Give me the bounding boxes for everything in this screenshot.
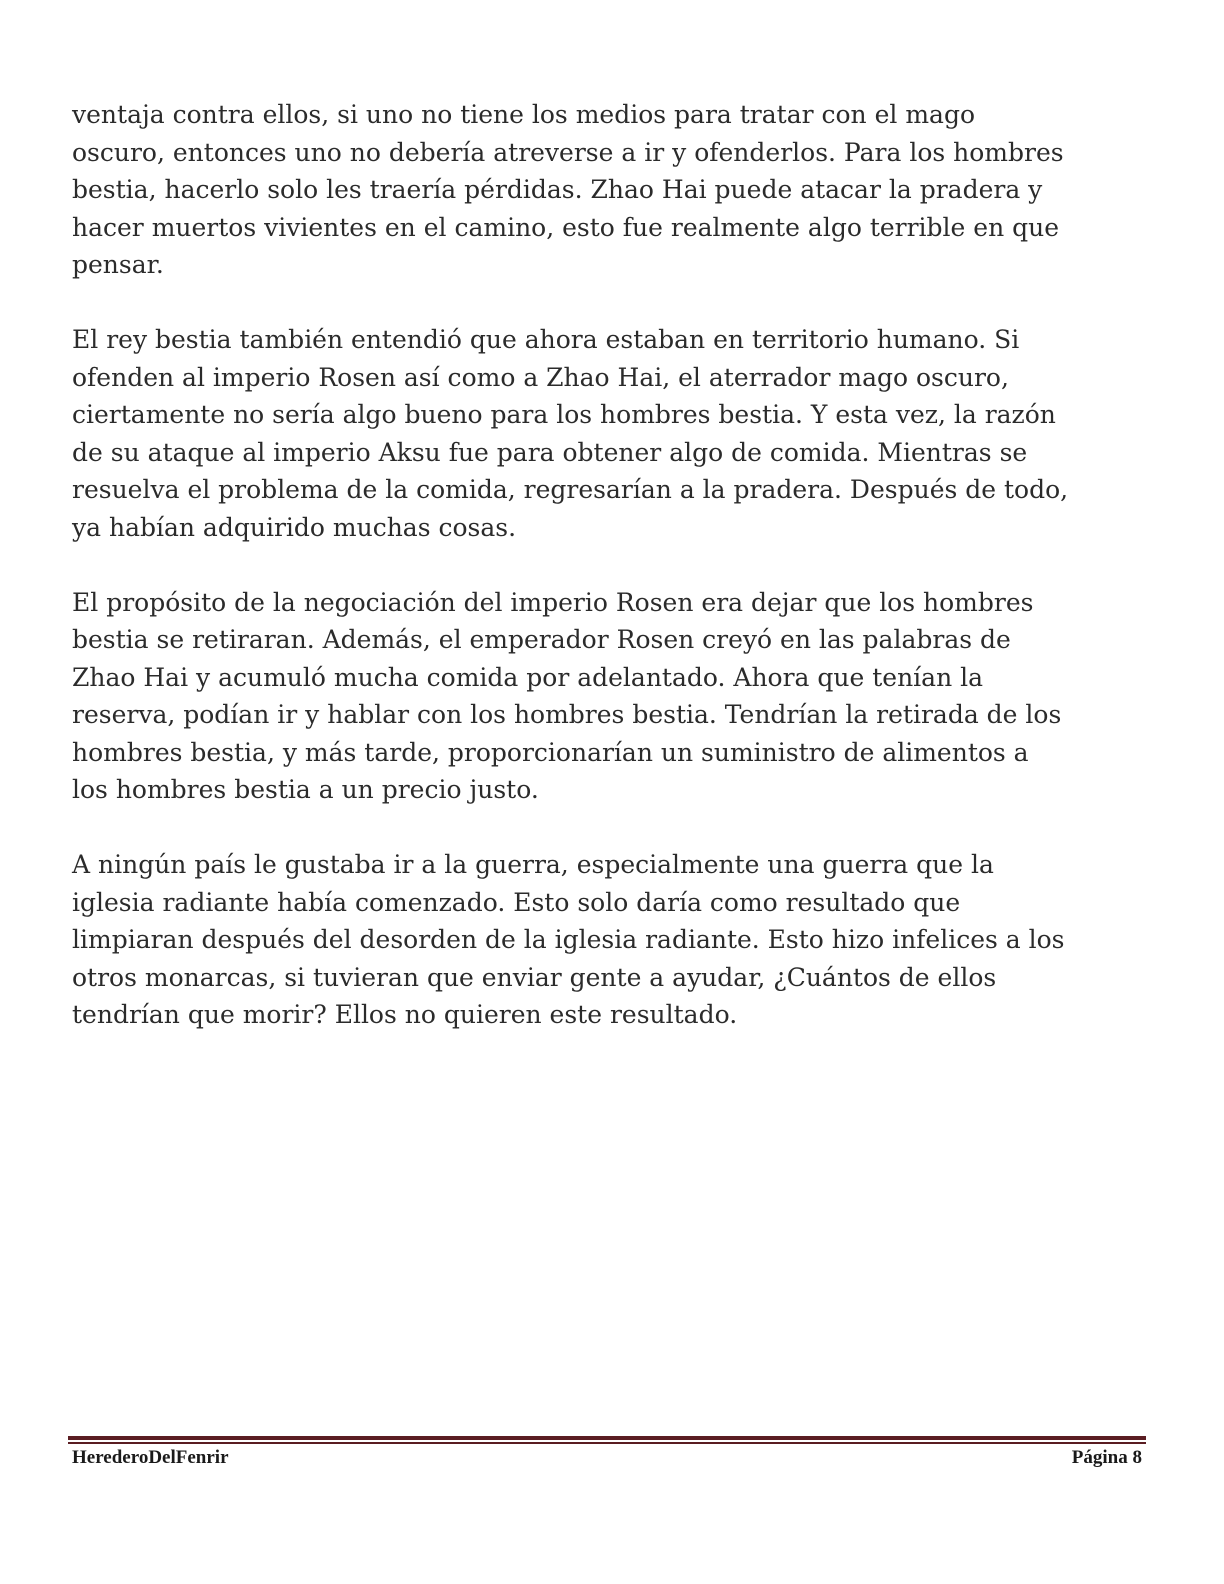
text-line: reserva, podían ir y hablar con los hombres bestia. Tendrían la retirada de los xyxy=(72,700,1062,729)
text-line: oscuro, entonces uno no debería atreverse a ir y ofenderlos. Para los hombres xyxy=(72,137,1064,167)
text-line: iglesia radiante había comenzado. Esto solo daría como resultado que xyxy=(72,887,961,917)
text-line: A ningún país le gustaba ir a la guerra, especialmente una guerra que la xyxy=(72,850,994,879)
paragraph-2 xyxy=(72,321,1144,546)
text-line: Zhao Hai y acumuló mucha comida por adelantado. Ahora que tenían la xyxy=(72,662,984,692)
text-line: ventaja contra ellos, si uno no tiene los medios para tratar con el mago xyxy=(72,100,976,129)
text-line: El rey bestia también entendió que ahora estaban en territorio humano. Si xyxy=(72,325,1020,354)
text-line: tendrían que morir? Ellos no quieren este resultado. xyxy=(72,1000,738,1029)
text-line: ofenden al imperio Rosen así como a Zhao Hai, el aterrador mago oscuro, xyxy=(72,362,1009,392)
text-line: bestia, hacerlo solo les traería pérdidas. Zhao Hai puede atacar la pradera y xyxy=(72,175,1043,204)
footer-divider-thin xyxy=(68,1442,1146,1444)
paragraph-1 xyxy=(72,96,1144,284)
body-text xyxy=(72,96,1144,1071)
text-line: ciertamente no sería algo bueno para los hombres bestia. Y esta vez, la razón xyxy=(72,400,1056,429)
footer-divider xyxy=(68,1436,1146,1444)
footer-divider-thick xyxy=(68,1436,1146,1440)
footer-author: HerederoDelFenrir xyxy=(72,1447,229,1468)
text-line: limpiaran después del desorden de la iglesia radiante. Esto hizo infelices a los xyxy=(72,925,1065,954)
page-footer xyxy=(72,1447,1142,1475)
text-line: hacer muertos vivientes en el camino, esto fue realmente algo terrible en que xyxy=(72,212,1060,242)
paragraph-4 xyxy=(72,846,1144,1034)
paragraph-3 xyxy=(72,584,1144,809)
text-line: los hombres bestia a un precio justo. xyxy=(72,775,539,804)
text-line: El propósito de la negociación del imperio Rosen era dejar que los hombres xyxy=(72,587,1034,617)
text-line: bestia se retiraran. Además, el emperador Rosen creyó en las palabras de xyxy=(72,625,1011,654)
text-line: otros monarcas, si tuvieran que enviar gente a ayudar, ¿Cuántos de ellos xyxy=(72,962,997,992)
text-line: ya habían adquirido muchas cosas. xyxy=(72,512,517,542)
text-line: de su ataque al imperio Aksu fue para obtener algo de comida. Mientras se xyxy=(72,437,1028,467)
page-number: Página 8 xyxy=(1071,1447,1142,1468)
text-line: pensar. xyxy=(72,250,164,279)
text-line: resuelva el problema de la comida, regresarían a la pradera. Después de todo, xyxy=(72,475,1069,504)
text-line: hombres bestia, y más tarde, proporcionarían un suministro de alimentos a xyxy=(72,737,1029,767)
